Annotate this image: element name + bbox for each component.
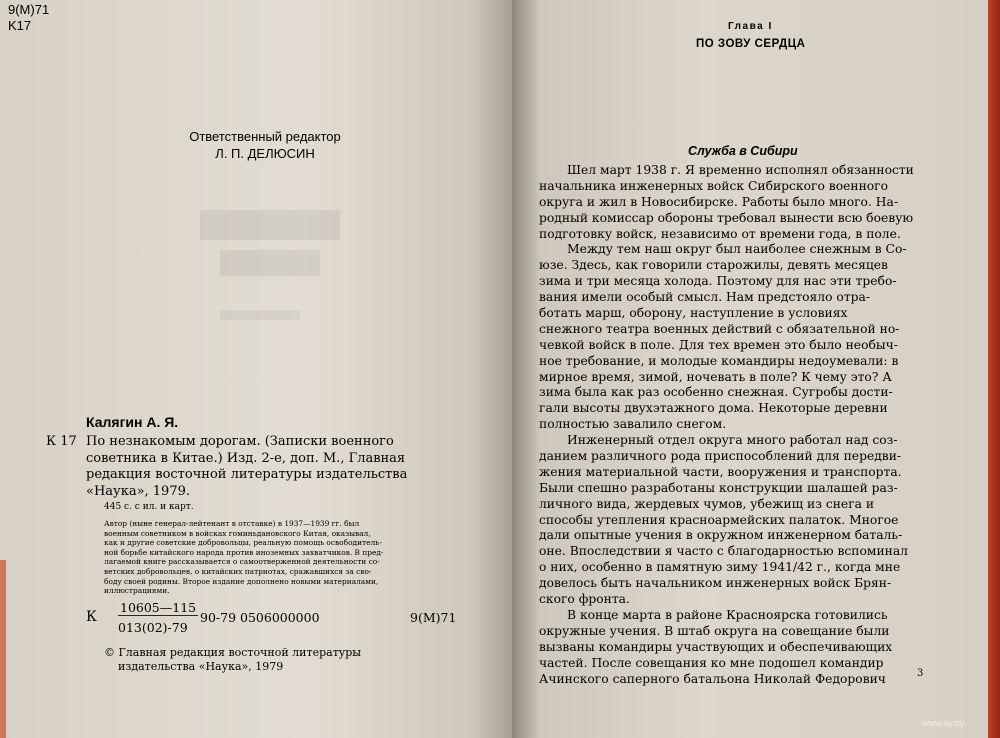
text-line: снежного театра военных действий с обязательной но- bbox=[539, 321, 900, 336]
top-left-code-1: 9(M)71 bbox=[8, 2, 50, 17]
text-line: Инженерный отдел округа много работал над соз- bbox=[567, 433, 898, 448]
author-name: Калягин А. Я. bbox=[86, 414, 179, 430]
top-left-code-2: K17 bbox=[8, 18, 32, 33]
cover-edge-left bbox=[0, 560, 6, 738]
annotation-line: лагаемой книге рассказывается о самоотверженной деятельности со- bbox=[104, 557, 380, 567]
text-line: оне. Впоследствии я часто с благодарностью вспоминал bbox=[539, 544, 908, 559]
text-line: Шел март 1938 г. Я временно исполнял обязанности bbox=[567, 163, 914, 177]
editor-block bbox=[180, 128, 350, 162]
annotation-line: Автор (ныне генерал-лейтенант в отставке) в 1937—1939 гг. был bbox=[104, 519, 360, 528]
index-denominator: 013(02)-79 bbox=[118, 620, 188, 635]
section-title: Служба в Сибири bbox=[688, 144, 798, 158]
text-line: подготовку войск, независимо от времени года, в поле. bbox=[539, 226, 901, 241]
bibliographic-description bbox=[86, 434, 476, 500]
editor-name: Л. П. ДЕЛЮСИН bbox=[215, 146, 315, 161]
index-middle: 90-79 0506000000 bbox=[200, 610, 320, 625]
pages-info: 445 с. с ил. и карт. bbox=[104, 502, 194, 512]
text-line: окружные учения. В штаб округа на совещание были bbox=[539, 623, 890, 638]
text-line: частей. После совещания ко мне подошел командир bbox=[539, 655, 884, 670]
text-line: чевкой войск в поле. Для тех времен это было необыч- bbox=[539, 337, 898, 352]
biblio-line: По незнакомым дорогам. (Записки военного bbox=[86, 434, 394, 449]
text-line: зима была как раз особенно снежная. Сугробы дости- bbox=[539, 385, 893, 400]
annotation-line: ной борьбе китайского народа против иноземных захватчиков. В пред- bbox=[104, 547, 384, 557]
copyright bbox=[104, 646, 361, 674]
copyright-line: издательства «Наука», 1979 bbox=[118, 660, 284, 673]
biblio-line: советника в Китае.) Изд. 2-е, доп. М., Главная bbox=[86, 450, 406, 466]
text-line: довелось быть начальником инженерных войск Брян- bbox=[539, 576, 892, 591]
text-line: о них, особенно в памятную зиму 1941/42 г., когда мне bbox=[539, 560, 901, 575]
text-line: юзе. Здесь, как говорили старожилы, девять месяцев bbox=[539, 258, 888, 273]
text-line: вызваны командиры участвующих и обеспечивающих bbox=[539, 639, 893, 654]
text-line: округа и жил в Новосибирске. Работы было много. На- bbox=[539, 194, 898, 209]
text-line: ное требование, и молодые командиры недоумевали: в bbox=[539, 353, 899, 368]
annotation-line: иллюстрациями. bbox=[104, 586, 170, 596]
chapter-title: ПО ЗОВУ СЕРДЦА bbox=[696, 38, 806, 50]
bleed-through-text bbox=[190, 200, 350, 360]
text-line: Ачинского саперного батальона Николай Федорович bbox=[539, 671, 886, 686]
cover-edge-right bbox=[988, 0, 1000, 738]
index-right: 9(М)71 bbox=[410, 610, 457, 625]
text-line: начальника инженерных войск Сибирского военного bbox=[539, 178, 889, 193]
page-number: 3 bbox=[917, 668, 924, 679]
chapter-body bbox=[539, 163, 941, 687]
annotation-line: ветских добровольцев, о китайских патриотах, сражавшихся за сво- bbox=[104, 566, 372, 576]
text-line: гали высоты двухэтажного дома. Некоторые деревни bbox=[539, 401, 888, 416]
index-numerator: 10605—115 bbox=[120, 600, 197, 615]
text-line: жения материальной части, вооружения и транспорта. bbox=[539, 464, 902, 479]
annotation bbox=[104, 519, 474, 596]
text-line: родный комиссар обороны требовал вынести всю боевую bbox=[539, 210, 914, 225]
text-line: ботать марш, оборону, наступление в условиях bbox=[539, 306, 848, 321]
biblio-line: редакция восточной литературы издательства bbox=[86, 467, 408, 482]
text-line: В конце марта в районе Красноярска готовились bbox=[567, 607, 888, 622]
editor-role: Ответственный редактор bbox=[189, 129, 341, 144]
text-line: мирное время, зимой, ночевать в поле? К чему это? А bbox=[539, 369, 892, 384]
classification-code: К 17 bbox=[46, 434, 77, 449]
text-line: полностью завалило снегом. bbox=[539, 417, 727, 432]
text-line: личного вида, жердевых чумов, убежищ из снега и bbox=[539, 496, 875, 511]
text-line: зима и три месяца холода. Поэтому для нас эти требо- bbox=[539, 274, 897, 289]
annotation-line: военным советником в войсках гоминьдановского Китая, оказывал, bbox=[104, 528, 371, 538]
text-line: вания имели особый смысл. Нам предстояло отра- bbox=[539, 290, 870, 305]
text-line: способы утепления красноармейских палаток. Многое bbox=[539, 512, 899, 527]
text-line: Были спешно разработаны конструкции шалашей раз- bbox=[539, 480, 898, 495]
annotation-line: бодy своей родины. Второе издание дополнено новыми материалами, bbox=[104, 576, 379, 586]
text-line: ского фронта. bbox=[539, 592, 630, 607]
text-line: Между тем наш округ был наиболее снежным в Со- bbox=[567, 242, 907, 257]
index-letter: К bbox=[86, 609, 97, 625]
annotation-line: как и другие советские добровольцы, реальную помощь освободитель- bbox=[104, 538, 382, 548]
watermark: www.ay.by bbox=[922, 718, 965, 728]
bleed-through-shape bbox=[190, 200, 350, 360]
text-line: данием различного рода приспособлений для передви- bbox=[539, 449, 902, 464]
text-line: дали опытные учения в окружном инженерном баталь- bbox=[539, 528, 903, 543]
copyright-line: © Главная редакция восточной литературы bbox=[104, 646, 362, 659]
biblio-line: «Наука», 1979. bbox=[86, 483, 190, 499]
chapter-label: Глава I bbox=[728, 21, 773, 32]
